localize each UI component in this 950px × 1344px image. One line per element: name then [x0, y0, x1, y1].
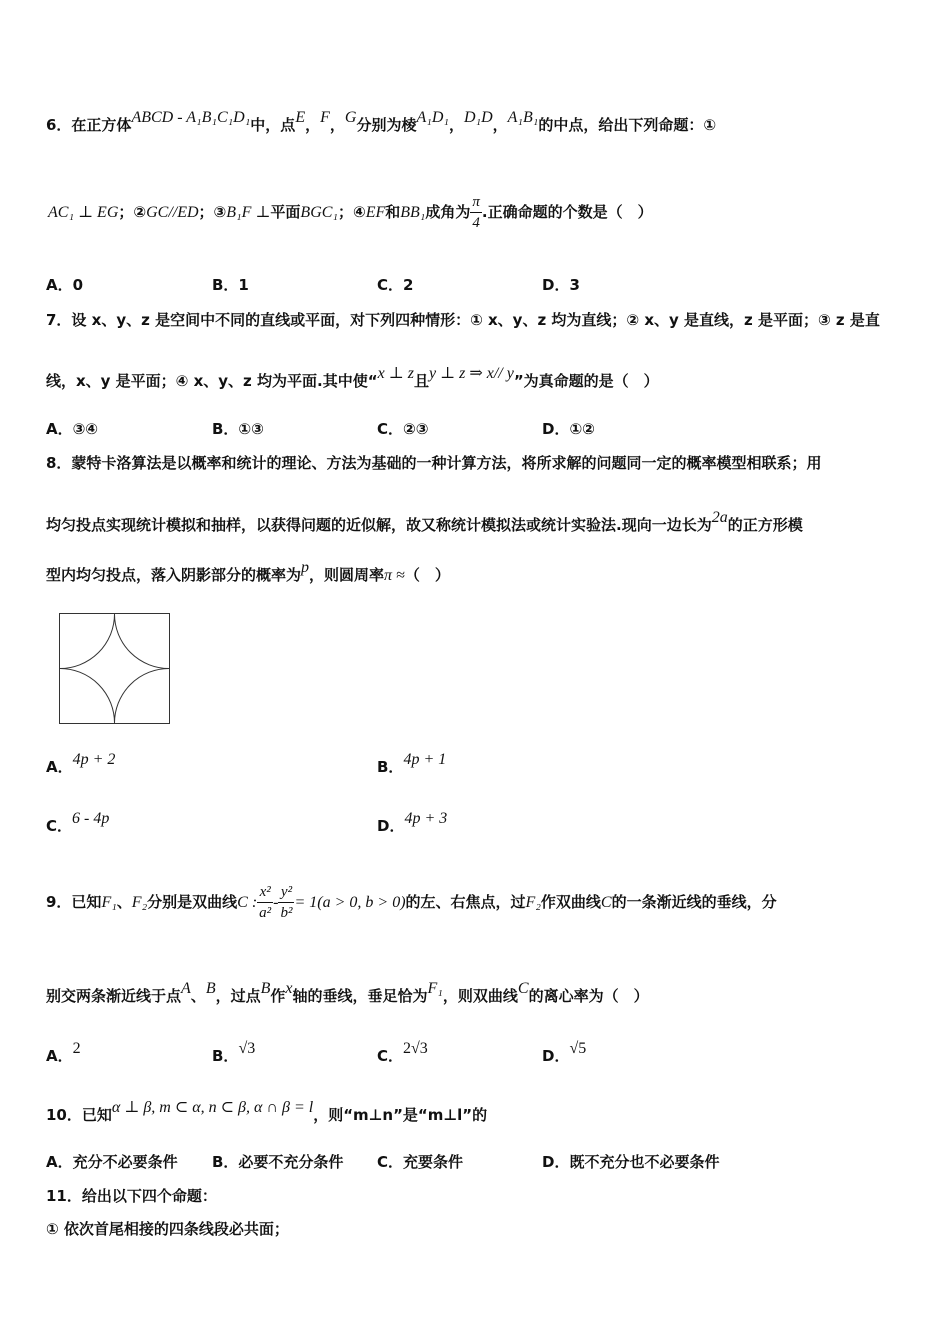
q9-fraction-x2-a2	[257, 882, 273, 923]
option-expr: 2√3	[403, 1040, 428, 1057]
q9-text: 作	[270, 987, 286, 1005]
q9-math-c: C :	[237, 894, 258, 911]
q9-math-x: x	[285, 980, 293, 997]
q10-line-1	[46, 1099, 488, 1125]
q8-math-pi-approx: π ≈	[384, 567, 405, 584]
q8-text: 型内均匀投点，落入阴影部分的概率为	[46, 566, 302, 584]
q9-math-f2: F₂	[525, 894, 541, 911]
q8-line-2	[46, 509, 803, 535]
q9-math-f1: F₁	[101, 894, 117, 911]
q6-option-c: C．2	[377, 276, 414, 294]
q9-option-c	[377, 1040, 428, 1066]
q6-text: 6．在正方体	[46, 116, 132, 134]
q7-math-implication: y ⊥ z ⇒ x// y	[428, 365, 514, 382]
q9-option-d	[542, 1040, 587, 1066]
option-label: B．	[212, 1047, 239, 1065]
q6-text: 成角为	[425, 203, 471, 221]
frac-denominator: 4	[472, 215, 480, 231]
q9-math-a: A	[181, 980, 191, 997]
q6-text: .正确命题的个数是（ ）	[481, 203, 653, 221]
q6-math-a1d1: A₁D₁	[416, 109, 449, 126]
option-label: B．	[377, 758, 404, 776]
q9-fraction-y2-b2	[278, 882, 294, 923]
frac-numerator: π	[470, 192, 482, 213]
q6-line-1	[46, 109, 717, 135]
q8-shaded-region	[60, 614, 170, 724]
q9-text: 9．已知	[46, 893, 102, 911]
q6-text: ；③	[198, 203, 227, 221]
frac-denominator: a²	[259, 905, 272, 921]
q6-math-b1f: B₁F ⊥	[226, 204, 271, 221]
q9-text: 轴的垂线，垂足恰为	[292, 987, 428, 1005]
q6-math-bb1: BB₁	[400, 204, 426, 221]
q7-text: ”为真命题的是（ ）	[513, 372, 659, 390]
q9-text: 的一条渐近线的垂线，分	[611, 893, 777, 911]
q7-option-d: D．①②	[542, 420, 595, 438]
q8-square-figure	[59, 613, 170, 724]
q9-math-minus: -	[273, 894, 279, 911]
q6-math-ef: EF	[365, 204, 386, 221]
q6-option-d: D．3	[542, 276, 580, 294]
q6-line-2	[48, 192, 653, 233]
q6-text: ，	[329, 116, 345, 134]
q9-option-b	[212, 1040, 256, 1066]
q7-math-x-perp-z: x ⊥ z	[377, 365, 414, 382]
q6-math-cube: ABCD - A₁B₁C₁D₁	[131, 109, 251, 126]
q9-text: 作双曲线	[540, 893, 601, 911]
q6-math-ac1-eg: AC₁ ⊥ EG	[48, 204, 119, 221]
q9-text: 分别是双曲线	[147, 893, 238, 911]
option-label: D．	[542, 1047, 570, 1065]
q8-figure-svg	[59, 613, 170, 724]
q9-math-f1: F₁	[427, 980, 443, 997]
q9-line-1	[46, 882, 777, 923]
q10-option-c: C．充要条件	[377, 1153, 464, 1171]
q6-text: 和	[385, 203, 401, 221]
q7-option-c: C．②③	[377, 420, 429, 438]
q11-item-1: ① 依次首尾相接的四条线段必共面；	[46, 1220, 289, 1238]
q7-option-b: B．①③	[212, 420, 264, 438]
q6-text: 中，点	[250, 116, 296, 134]
q8-text: 均匀投点实现统计模拟和抽样，以获得问题的近似解，故又称统计模拟法或统计实验法.现向一边长为	[46, 516, 712, 534]
q9-text: 别交两条渐近线于点	[46, 987, 182, 1005]
q9-math-f2: F₂	[131, 894, 148, 911]
q9-math-c: C	[517, 980, 529, 997]
q9-text: 的离心率为（ ）	[528, 987, 649, 1005]
q8-text: ，则圆周率	[309, 566, 385, 584]
q10-text: ，则“m⊥n”是“m⊥l”的	[313, 1106, 488, 1124]
q6-math-e: E	[295, 109, 306, 126]
q7-text: 且	[413, 372, 429, 390]
q7-option-a: A．③④	[46, 420, 99, 438]
q6-math-f: F	[320, 109, 330, 126]
option-expr: 6 - 4p	[72, 810, 110, 827]
q11-title: 11．给出以下四个命题：	[46, 1187, 217, 1205]
q6-text: ，	[448, 116, 464, 134]
option-expr: 4p + 2	[72, 751, 116, 768]
q6-text: 平面	[270, 203, 301, 221]
q9-text: 、	[116, 893, 132, 911]
q6-math-bgc1: BGC₁	[300, 204, 338, 221]
option-label: A．	[46, 1047, 73, 1065]
option-label: C．	[377, 1047, 404, 1065]
q8-option-a	[46, 751, 116, 777]
frac-numerator: x²	[257, 882, 273, 903]
q6-math-d1d: D₁D	[463, 109, 493, 126]
q6-math-gc-ed: GC//ED	[146, 204, 199, 221]
q9-line-2	[46, 980, 649, 1006]
q9-math-condition: = 1(a > 0, b > 0)	[294, 894, 406, 911]
q8-option-b	[377, 751, 447, 777]
q9-math-c: C	[600, 894, 612, 911]
frac-denominator: b²	[280, 905, 293, 921]
option-expr: 2	[72, 1040, 81, 1057]
q6-text: 的中点，给出下列命题：①	[538, 116, 717, 134]
option-expr: 4p + 3	[404, 810, 448, 827]
q6-text: ，	[305, 116, 321, 134]
option-expr: √5	[569, 1040, 587, 1057]
q6-text: 分别为棱	[356, 116, 417, 134]
q7-line-2	[46, 365, 659, 391]
option-label: A．	[46, 758, 73, 776]
q10-option-d: D．既不充分也不必要条件	[542, 1153, 720, 1171]
q9-math-b: B	[205, 980, 216, 997]
q6-option-a: A．0	[46, 276, 84, 294]
q10-option-b: B．必要不充分条件	[212, 1153, 344, 1171]
q7-text: 线，x、y 是平面；④ x、y、z 均为平面.其中使“	[46, 372, 378, 390]
option-expr: 4p + 1	[403, 751, 447, 768]
q10-option-a: A．充分不必要条件	[46, 1153, 178, 1171]
q8-square-outline	[60, 614, 170, 724]
q9-text: 的左、右焦点，过	[405, 893, 526, 911]
q6-fraction-pi-over-4	[470, 192, 482, 233]
q9-text: 、	[190, 987, 206, 1005]
q7-line-1: 7．设 x、y、z 是空间中不同的直线或平面，对下列四种情形：① x、y、z 均为直线；② x、y 是直线，z 是平面；③ z 是直	[46, 311, 880, 329]
q9-math-b: B	[260, 980, 271, 997]
option-expr: √3	[238, 1040, 256, 1057]
frac-numerator: y²	[278, 882, 294, 903]
q10-math-planes: α ⊥ β, m ⊂ α, n ⊂ β, α ∩ β = l	[111, 1099, 314, 1116]
q6-option-b: B．1	[212, 276, 249, 294]
q9-text: ，过点	[215, 987, 261, 1005]
q6-math-a1b1: A₁B₁	[507, 109, 539, 126]
option-label: D．	[377, 817, 405, 835]
q10-text: 10．已知	[46, 1106, 112, 1124]
q8-text: （ ）	[404, 566, 450, 584]
q6-text: ；④	[337, 203, 366, 221]
q9-text: ，则双曲线	[442, 987, 518, 1005]
q8-math-p: p	[301, 559, 310, 576]
q6-math-g: G	[344, 109, 357, 126]
q8-text: 的正方形模	[727, 516, 803, 534]
option-label: C．	[46, 817, 73, 835]
q8-line-1: 8．蒙特卡洛算法是以概率和统计的理论、方法为基础的一种计算方法，将所求解的问题同一定的概率模型相联系；用	[46, 454, 822, 472]
q8-math-2a: 2a	[711, 509, 728, 526]
q9-option-a	[46, 1040, 81, 1066]
q6-text: ；②	[118, 203, 147, 221]
q8-line-3	[46, 559, 450, 585]
q6-text: ，	[492, 116, 508, 134]
q8-option-c	[46, 810, 110, 836]
q8-option-d	[377, 810, 448, 836]
